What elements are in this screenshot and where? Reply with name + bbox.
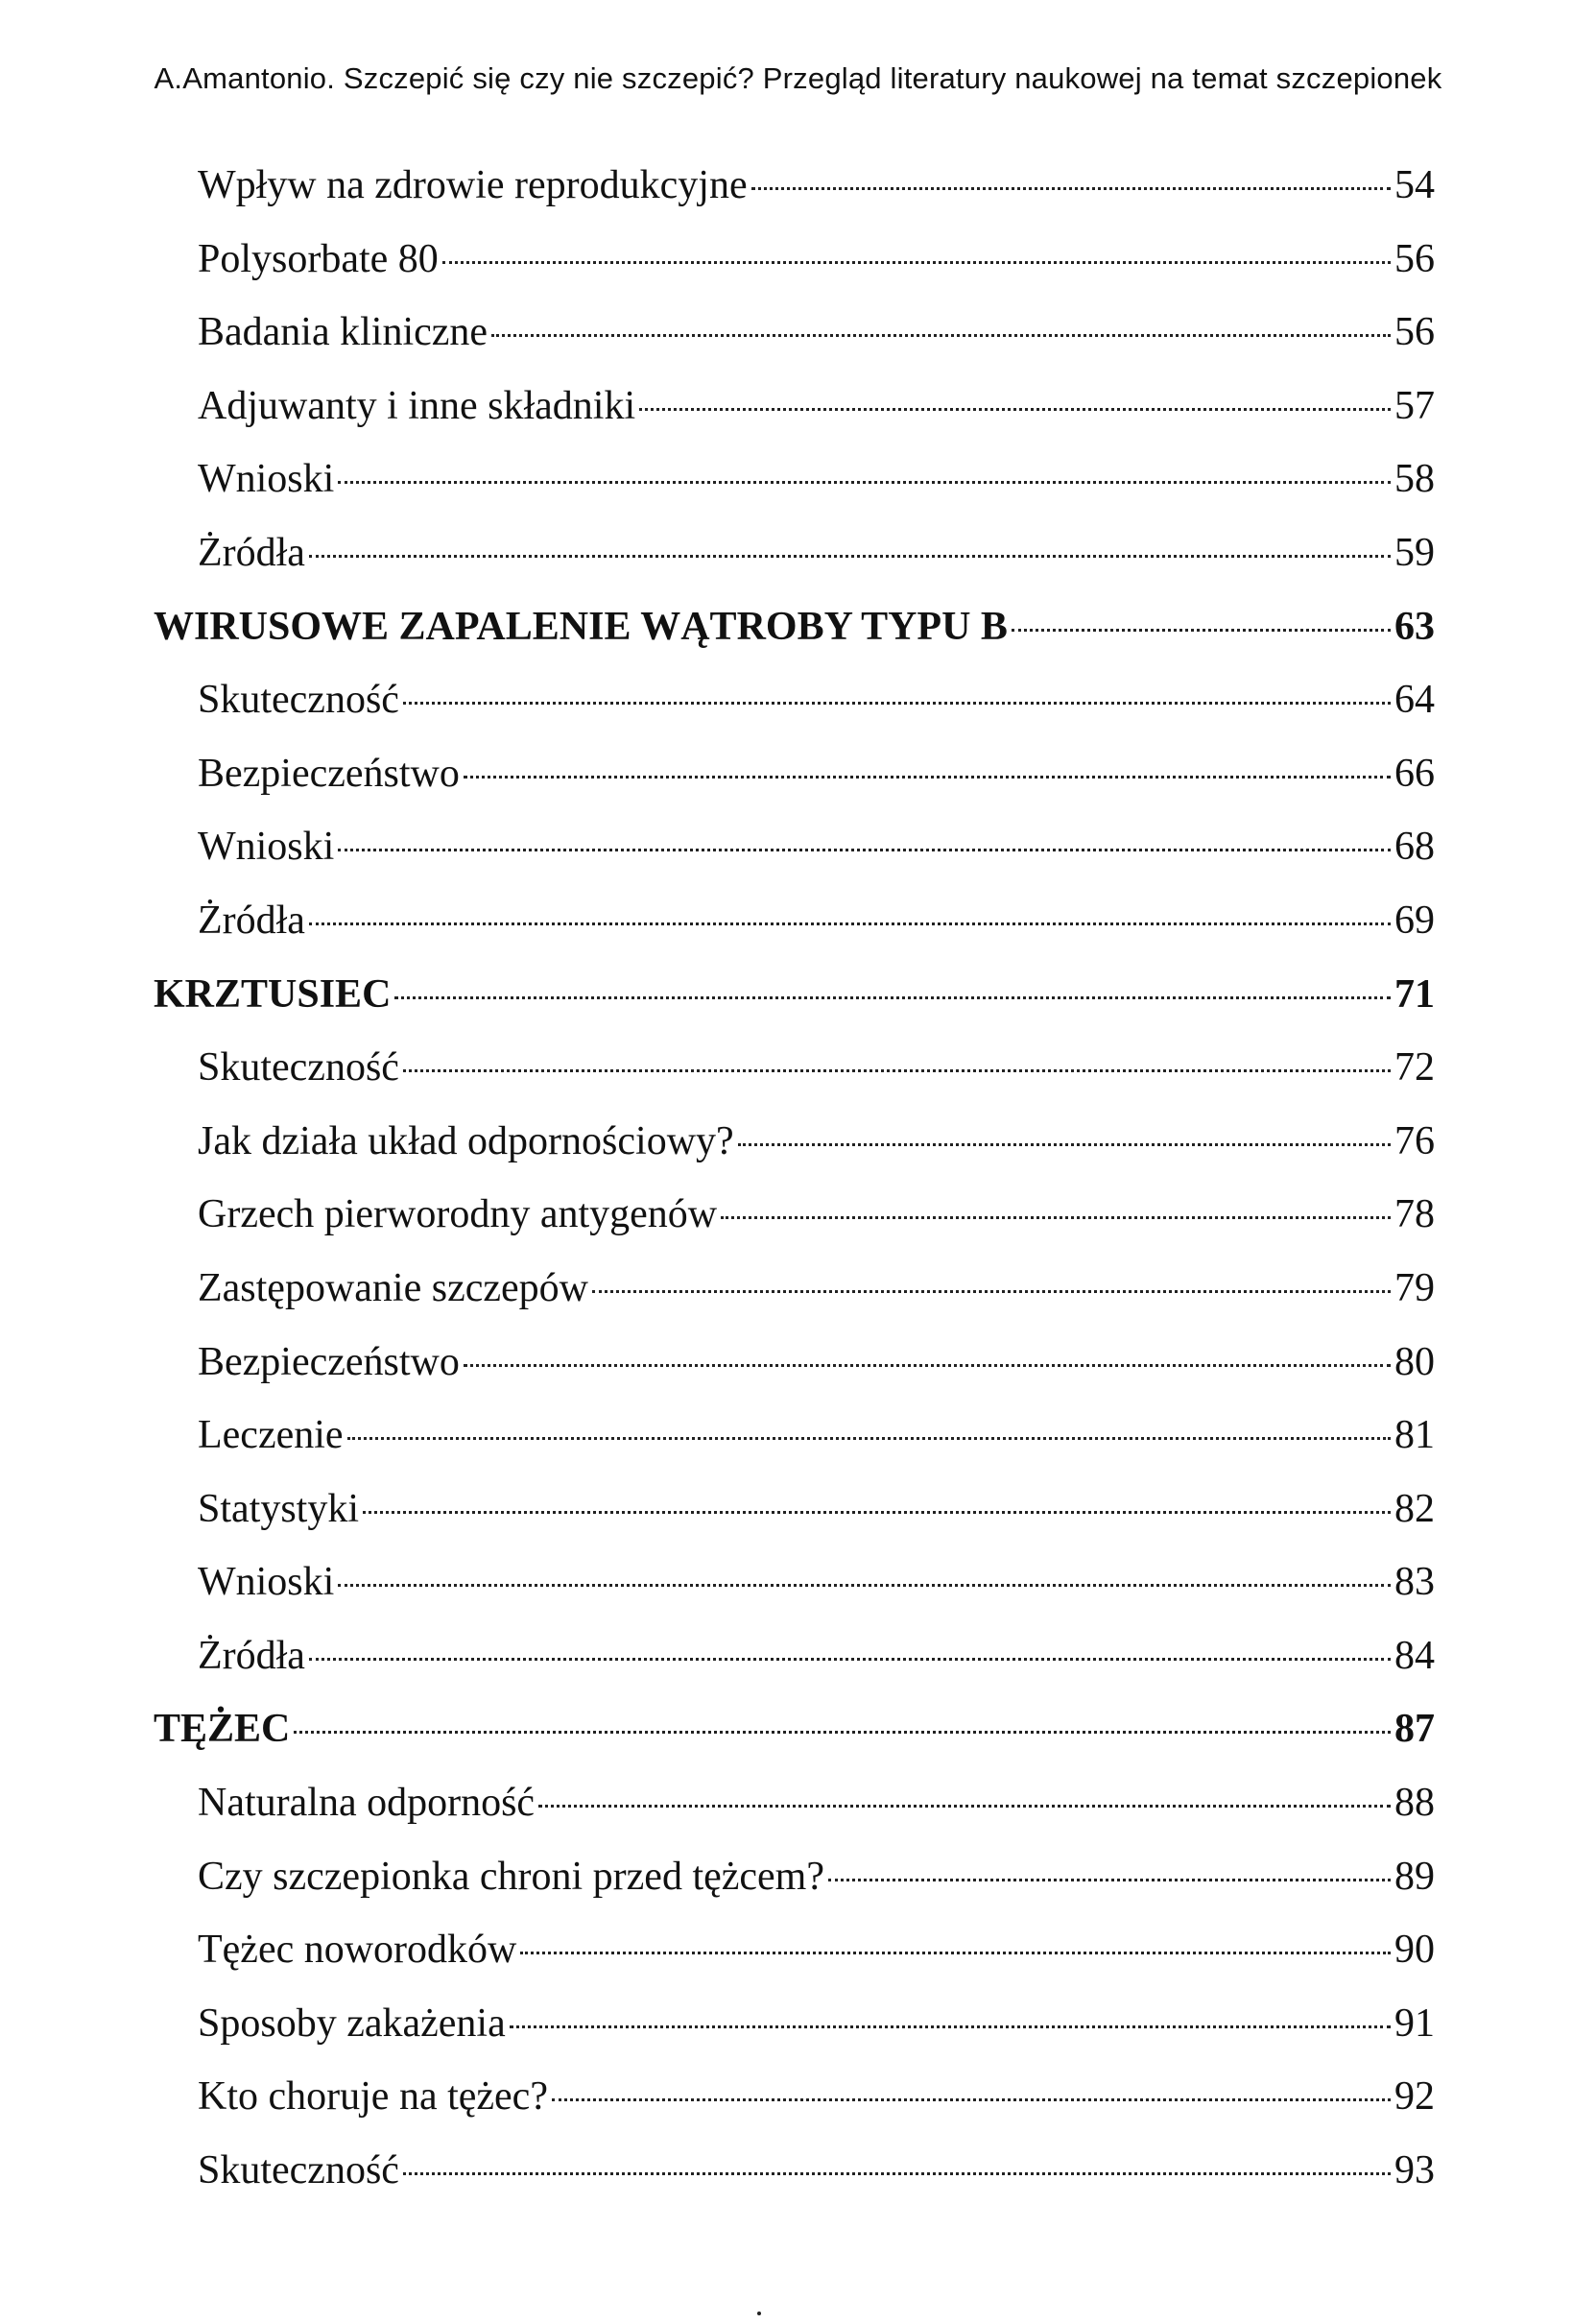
toc-entry-title: Żródła (198, 898, 305, 943)
toc-dot-leader (538, 1805, 1391, 1808)
toc-entry-page-number: 72 (1394, 1045, 1435, 1090)
toc-entry-title: Wnioski (198, 1560, 335, 1605)
toc-entry-title: Bezpieczeństwo (198, 1339, 460, 1384)
toc-entry-title: Leczenie (198, 1413, 344, 1458)
toc-entry-page-number: 81 (1394, 1413, 1435, 1458)
toc-entry[interactable] (154, 824, 1435, 898)
toc-entry-page-number: 92 (1394, 2074, 1435, 2120)
toc-entry-title: WIRUSOWE ZAPALENIE WĄTROBY TYPU B (154, 604, 1008, 649)
toc-dot-leader (552, 2098, 1391, 2101)
toc-entry[interactable] (154, 530, 1435, 604)
toc-entry[interactable] (154, 2147, 1435, 2221)
toc-dot-leader (338, 849, 1391, 851)
toc-entry-page-number: 87 (1394, 1707, 1435, 1752)
toc-dot-leader (347, 1437, 1391, 1440)
toc-entry[interactable] (154, 898, 1435, 971)
toc-dot-leader (442, 261, 1391, 264)
toc-entry[interactable] (154, 1191, 1435, 1265)
toc-entry-title: Sposoby zakażenia (198, 2001, 506, 2046)
toc-dot-leader (520, 1952, 1391, 1954)
toc-entry-page-number: 80 (1394, 1339, 1435, 1384)
toc-entry-page-number: 93 (1394, 2148, 1435, 2193)
toc-dot-leader (403, 2172, 1391, 2175)
toc-entry[interactable] (154, 751, 1435, 825)
toc-entry-title: Wnioski (198, 825, 335, 870)
toc-entry[interactable] (154, 1118, 1435, 1192)
toc-entry[interactable] (154, 1927, 1435, 2001)
toc-entry[interactable] (154, 1339, 1435, 1413)
toc-dot-leader (338, 481, 1391, 484)
toc-entry-title: Czy szczepionka chroni przed tężcem? (198, 1854, 824, 1899)
toc-entry-page-number: 78 (1394, 1192, 1435, 1237)
toc-entry[interactable] (154, 2001, 1435, 2074)
page-marker-dot (757, 2312, 761, 2315)
toc-dot-leader (394, 996, 1391, 999)
toc-entry[interactable] (154, 456, 1435, 530)
toc-entry-title: KRZTUSIEC (154, 971, 392, 1017)
toc-entry-page-number: 68 (1394, 825, 1435, 870)
toc-entry-page-number: 56 (1394, 236, 1435, 281)
toc-entry-title: Skuteczność (198, 2148, 399, 2193)
toc-entry-title: Bezpieczeństwo (198, 751, 460, 796)
toc-entry-title: Wpływ na zdrowie reprodukcyjne (198, 163, 748, 207)
toc-entry-page-number: 54 (1394, 163, 1435, 207)
toc-entry-title: Badania kliniczne (198, 310, 488, 355)
toc-entry-page-number: 57 (1394, 383, 1435, 428)
toc-entry[interactable] (154, 1265, 1435, 1339)
toc-chapter-entry[interactable] (154, 971, 1435, 1045)
toc-entry-title: Tężec noworodków (198, 1928, 517, 1973)
toc-entry-page-number: 64 (1394, 678, 1435, 723)
toc-entry-page-number: 88 (1394, 1781, 1435, 1826)
toc-entry[interactable] (154, 677, 1435, 751)
toc-dot-leader (363, 1511, 1391, 1514)
toc-entry-page-number: 71 (1394, 971, 1435, 1017)
toc-entry-title: Skuteczność (198, 678, 399, 723)
toc-chapter-entry[interactable] (154, 1706, 1435, 1780)
toc-entry-title: Skuteczność (198, 1045, 399, 1090)
toc-entry[interactable] (154, 1780, 1435, 1854)
toc-entry[interactable] (154, 1854, 1435, 1928)
toc-dot-leader (403, 702, 1391, 705)
toc-entry-title: Żródła (198, 530, 305, 575)
toc-entry[interactable] (154, 2073, 1435, 2147)
toc-entry[interactable] (154, 236, 1435, 310)
toc-dot-leader (309, 555, 1391, 558)
toc-entry-page-number: 76 (1394, 1118, 1435, 1163)
toc-entry-title: Wnioski (198, 457, 335, 502)
toc-entry-title: Kto choruje na tężec? (198, 2074, 548, 2120)
toc-entry-title: Naturalna odporność (198, 1781, 536, 1826)
toc-entry-title: Statystyki (198, 1486, 360, 1531)
toc-entry[interactable] (154, 383, 1435, 457)
toc-entry-page-number: 69 (1394, 898, 1435, 943)
toc-entry[interactable] (154, 1633, 1435, 1707)
toc-entry[interactable] (154, 162, 1435, 236)
toc-entry-page-number: 82 (1394, 1486, 1435, 1531)
running-header: A.Amantonio. Szczepić się czy nie szczepić? Przegląd literatury naukowej na temat szczepionek (154, 61, 1442, 95)
toc-dot-leader (721, 1216, 1391, 1219)
toc-dot-leader (403, 1069, 1391, 1072)
toc-entry[interactable] (154, 1559, 1435, 1633)
toc-entry[interactable] (154, 1486, 1435, 1560)
toc-dot-leader (639, 408, 1391, 411)
toc-entry-page-number: 84 (1394, 1633, 1435, 1678)
toc-entry[interactable] (154, 1412, 1435, 1486)
toc-dot-leader (309, 1658, 1391, 1661)
toc-entry-page-number: 83 (1394, 1560, 1435, 1605)
toc-entry-page-number: 79 (1394, 1265, 1435, 1310)
toc-dot-leader (751, 187, 1391, 190)
toc-dot-leader (828, 1879, 1391, 1881)
table-of-contents (154, 162, 1435, 2221)
toc-entry-title: TĘŻEC (154, 1707, 291, 1752)
toc-entry-page-number: 59 (1394, 530, 1435, 575)
toc-dot-leader (464, 1364, 1391, 1367)
toc-dot-leader (464, 776, 1391, 779)
toc-entry-page-number: 89 (1394, 1854, 1435, 1899)
toc-dot-leader (510, 2025, 1391, 2028)
toc-entry-page-number: 56 (1394, 310, 1435, 355)
toc-dot-leader (491, 334, 1391, 337)
toc-entry-page-number: 66 (1394, 751, 1435, 796)
toc-dot-leader (309, 922, 1391, 925)
toc-entry-title: Grzech pierworodny antygenów (198, 1192, 718, 1237)
toc-dot-leader (738, 1143, 1391, 1146)
toc-entry-page-number: 63 (1394, 604, 1435, 649)
toc-entry-page-number: 58 (1394, 457, 1435, 502)
toc-dot-leader (1012, 629, 1391, 632)
toc-entry[interactable] (154, 1044, 1435, 1118)
toc-dot-leader (338, 1584, 1391, 1587)
toc-dot-leader (592, 1290, 1391, 1293)
toc-chapter-entry[interactable] (154, 604, 1435, 678)
toc-entry-title: Adjuwanty i inne składniki (198, 383, 636, 428)
toc-entry-title: Polysorbate 80 (198, 236, 439, 281)
toc-entry-title: Żródła (198, 1633, 305, 1678)
toc-entry-title: Jak działa układ odpornościowy? (198, 1118, 734, 1163)
toc-entry-page-number: 91 (1394, 2001, 1435, 2046)
toc-entry-page-number: 90 (1394, 1928, 1435, 1973)
toc-dot-leader (294, 1731, 1391, 1734)
toc-entry-title: Zastępowanie szczepów (198, 1265, 588, 1310)
toc-entry[interactable] (154, 309, 1435, 383)
